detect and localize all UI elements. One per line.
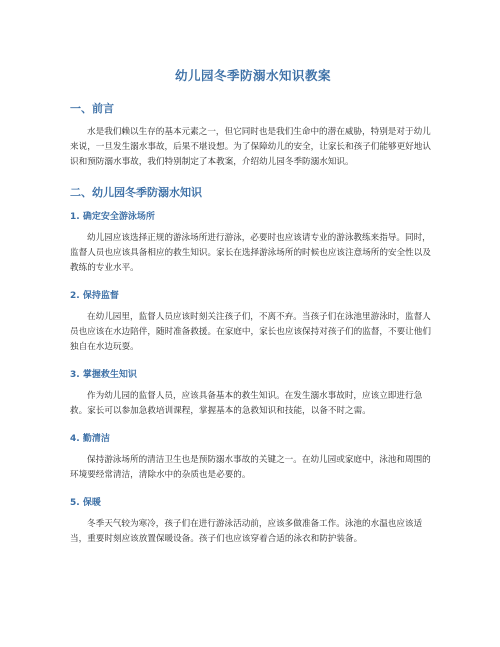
subsection-cleaning [70, 431, 436, 483]
subsection-paragraph: 幼儿园应该选择正规的游泳场所进行游泳，必要时也应该请专业的游泳教练来指导。同时，监督人员也应该具备相应的救生知识。家长在选择游泳场所的时候也应该注意场所的安全性以及教练的专业水平。 [70, 233, 431, 273]
subsection-heading: 2. 保持监督 [70, 291, 119, 301]
preface-paragraph: 水是我们赖以生存的基本元素之一，但它同时也是我们生命中的潜在威胁，特别是对于幼儿来说，一旦发生溺水事故，后果不堪设想。为了保障幼儿的安全，让家长和孩子们能够更好地认识和预防溺水事故，我们特别制定了本教案，介绍幼儿园冬季防溺水知识。 [70, 127, 431, 167]
subsection-paragraph: 在幼儿园里，监督人员应该时刻关注孩子们，不离不弃。当孩子们在泳池里游泳时，监督人员也应该在水边陪伴，随时准备救援。在家庭中，家长也应该保持对孩子们的监督，不要让他们独自在水边玩耍。 [70, 312, 431, 352]
subsection-heading: 3. 掌握救生知识 [70, 370, 137, 380]
subsection-rescue-knowledge [70, 367, 436, 419]
subsection-supervision [70, 288, 436, 355]
subsection-heading: 5. 保暖 [70, 498, 101, 508]
subsection-paragraph: 作为幼儿园的监督人员，应该具备基本的救生知识。在发生溺水事故时，应该立即进行急救。家长可以参加急救培训课程，掌握基本的急救知识和技能，以备不时之需。 [70, 391, 423, 416]
subsection-warmth [70, 495, 436, 547]
document-title: 幼儿园冬季防溺水知识教案 [174, 68, 331, 83]
subsection-heading: 1. 确定安全游泳场所 [70, 212, 155, 222]
subsection-safe-venue [70, 209, 436, 276]
subsection-paragraph: 保持游泳场所的清洁卫生也是预防溺水事故的关键之一。在幼儿园或家庭中，泳池和周围的环境要经常清洁，清除水中的杂质也是必要的。 [70, 455, 431, 480]
section-heading-knowledge: 二、幼儿园冬季防溺水知识 [70, 186, 202, 199]
subsection-heading: 4. 勤清洁 [70, 434, 110, 444]
subsection-paragraph: 冬季天气较为寒冷，孩子们在进行游泳活动前，应该多做准备工作。泳池的水温也应该适当，重要时刻应该放置保暖设备。孩子们也应该穿着合适的泳衣和防护装备。 [70, 519, 423, 544]
section-heading-preface: 一、前言 [70, 102, 114, 115]
